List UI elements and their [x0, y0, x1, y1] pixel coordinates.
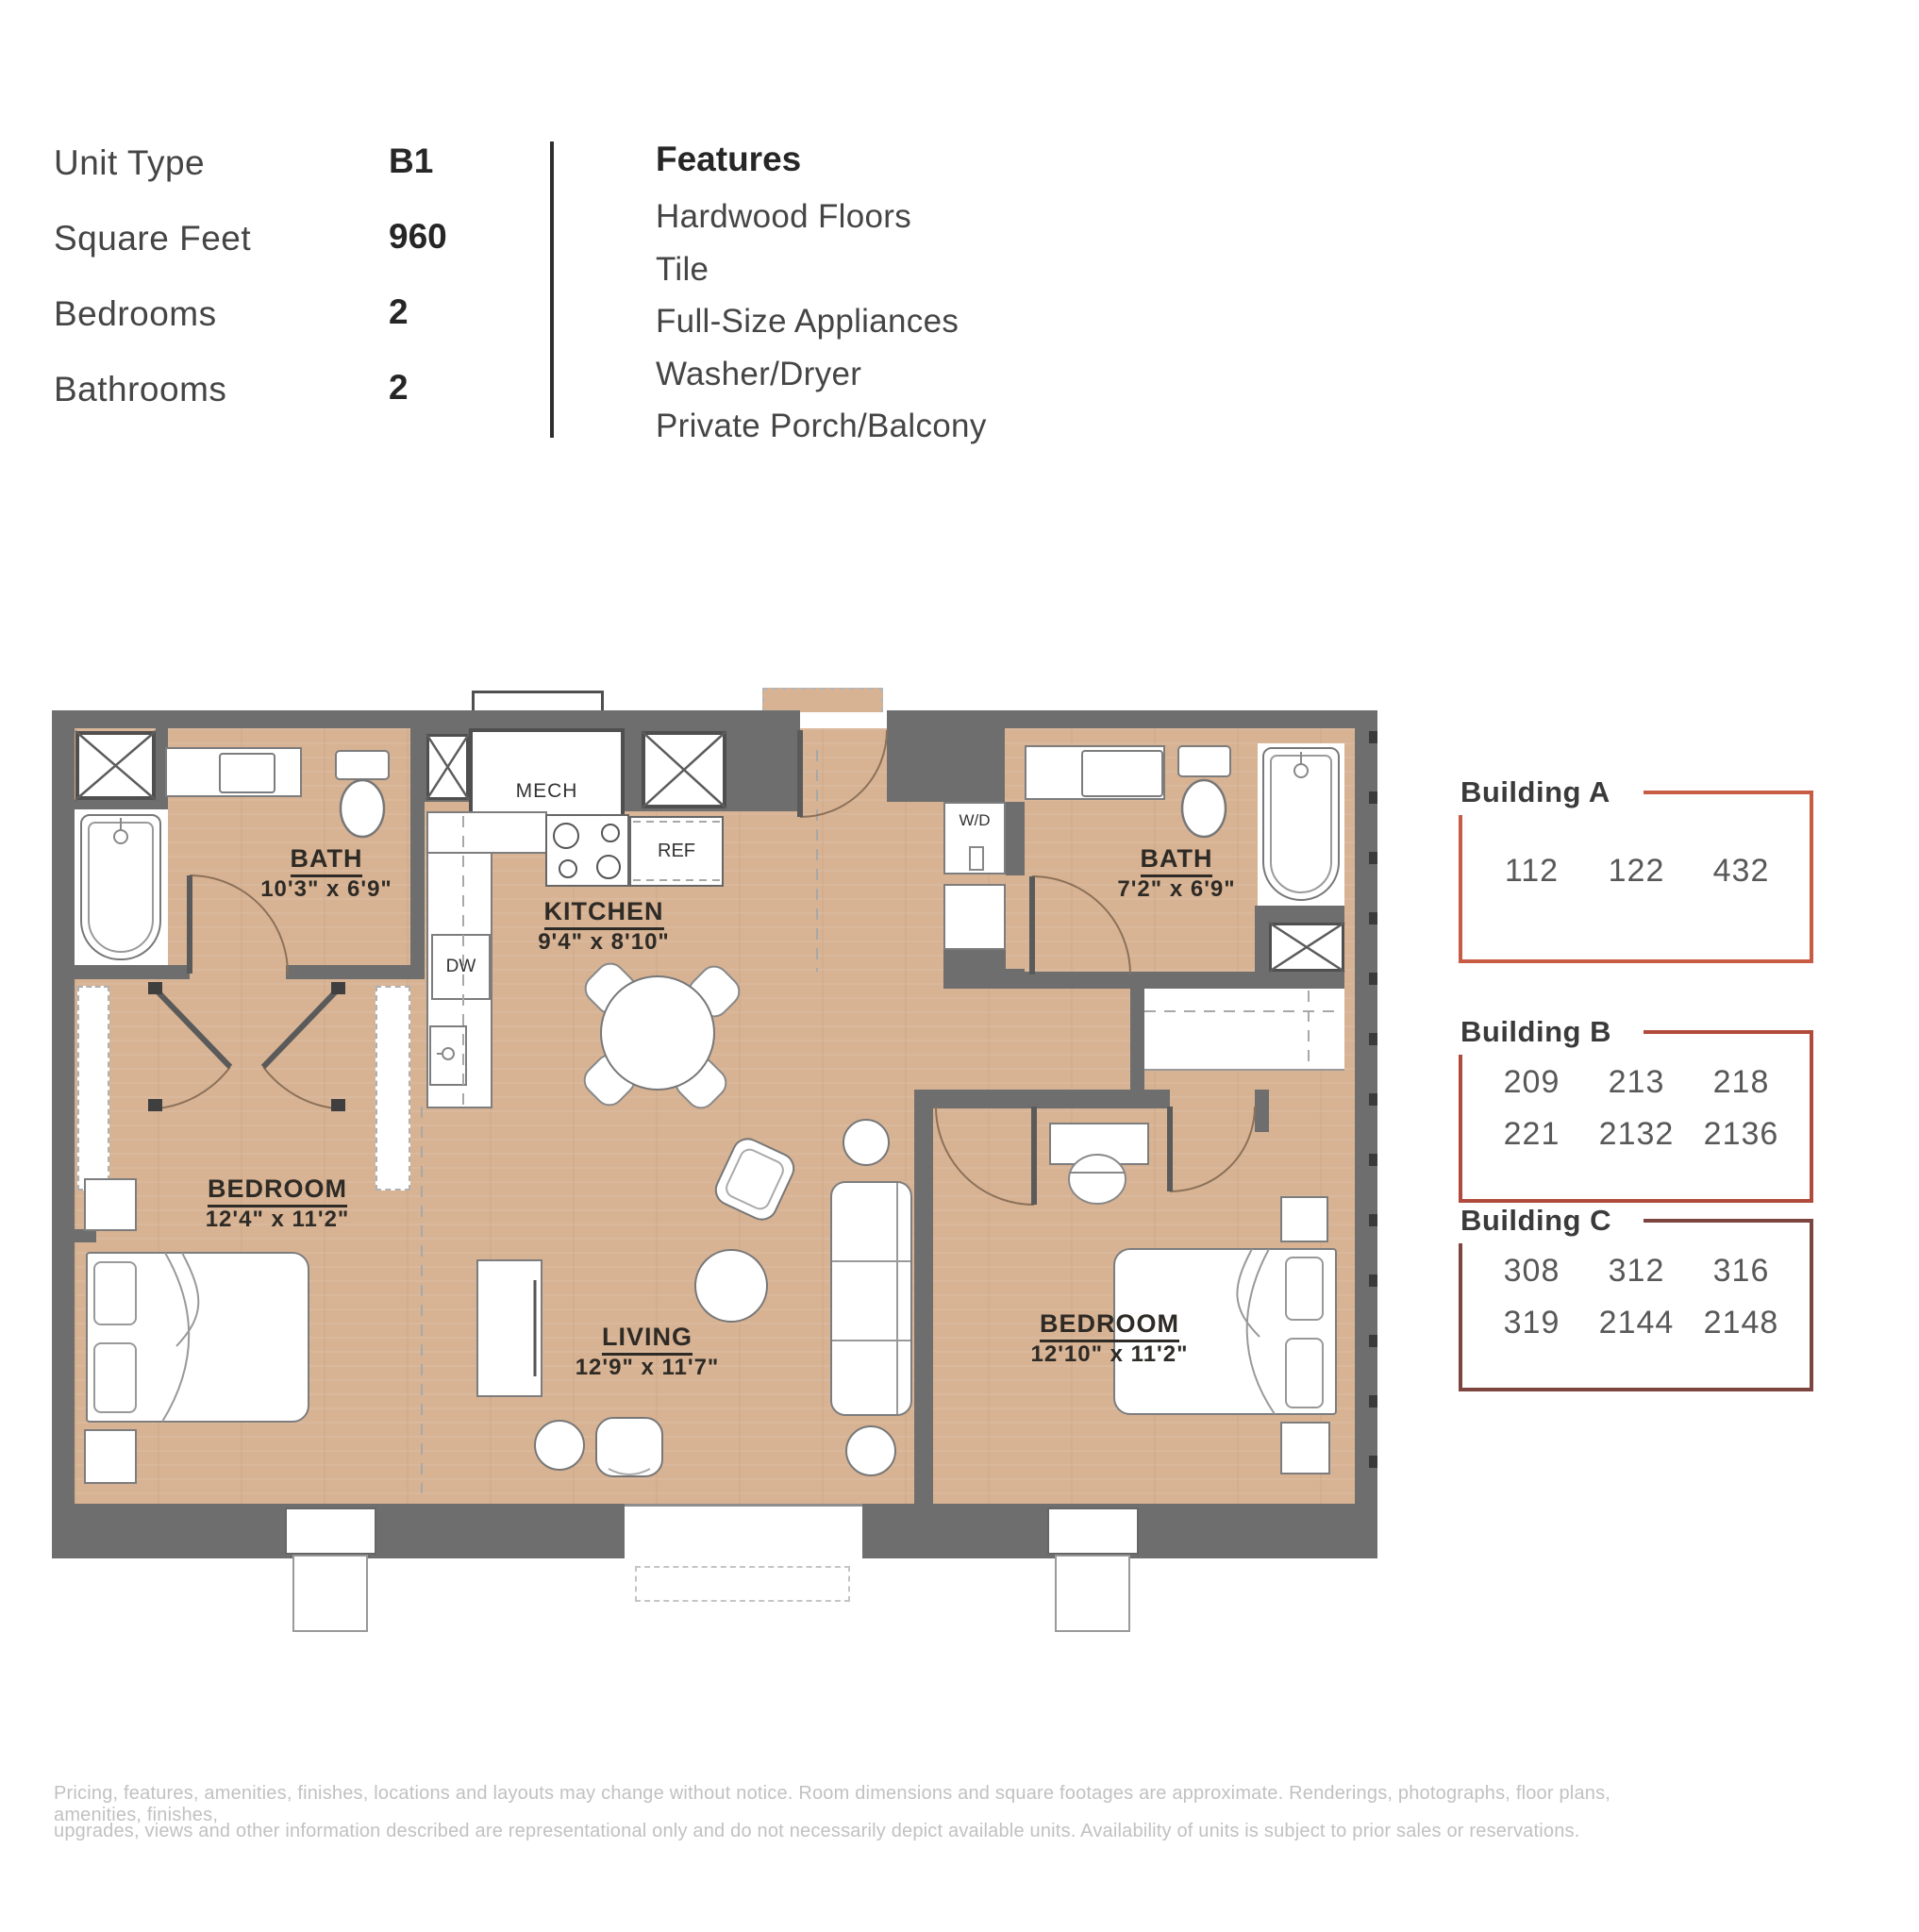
disclaimer-line-1: Pricing, features, amenities, finishes, locations and layouts may change without notice. Room dimensions and square footages are approximate. Renderings, photographs, floor plans, amenities, finishes, — [54, 1783, 1611, 1825]
building-b-title: Building B — [1460, 1015, 1611, 1048]
wall-segment — [887, 710, 1377, 728]
bedrooms-value: 2 — [389, 292, 409, 331]
unit-number-row — [1479, 853, 1794, 890]
box-border-left — [1459, 1243, 1462, 1391]
unit-number: 2132 — [1598, 1116, 1675, 1152]
stove — [545, 814, 629, 887]
wall-segment — [1255, 923, 1269, 972]
unit-number: 122 — [1608, 853, 1665, 889]
wall-segment — [75, 965, 190, 979]
wall-segment — [1255, 906, 1344, 923]
building-c-title: Building C — [1460, 1204, 1611, 1237]
wardrobe-closet — [77, 986, 109, 1191]
window-sill — [292, 1555, 368, 1632]
wall-segment — [933, 1090, 1170, 1108]
wall-segment — [75, 1229, 96, 1242]
wardrobe-closet — [375, 986, 410, 1191]
feature-item: Washer/Dryer — [656, 356, 862, 392]
wall-segment — [75, 800, 156, 809]
kitchen-sink — [429, 1025, 467, 1086]
wall-segment — [1130, 989, 1144, 1099]
shaft-closet — [1269, 923, 1344, 972]
unit-number: 432 — [1712, 853, 1770, 889]
feature-item: Full-Size Appliances — [656, 303, 960, 340]
nightstand — [1280, 1422, 1330, 1474]
room-dims-bath1: 10'3" x 6'9" — [260, 876, 392, 902]
unit-number: 213 — [1608, 1064, 1665, 1100]
shaft-closet — [642, 731, 726, 808]
refrigerator — [629, 816, 724, 887]
bathrooms-value: 2 — [389, 368, 409, 407]
unit-number: 2148 — [1703, 1305, 1779, 1341]
building-b-box — [1459, 1015, 1815, 1208]
building-c-box — [1459, 1204, 1815, 1397]
box-border-right — [1810, 791, 1813, 963]
box-border-top — [1644, 1030, 1813, 1034]
features-title: Features — [656, 140, 802, 178]
sink-shape — [219, 753, 275, 793]
washer-dryer-label: W/D — [959, 811, 991, 829]
room-dims-kitchen: 9'4" x 8'10" — [538, 929, 670, 955]
unit-number: 316 — [1712, 1253, 1770, 1289]
room-label-kitchen: KITCHEN — [491, 897, 717, 926]
unit-number: 312 — [1608, 1253, 1665, 1289]
room-label-bath2: BATH — [1063, 844, 1290, 874]
room-label-bath1: BATH — [213, 844, 440, 874]
unit-type-label: Unit Type — [54, 143, 206, 182]
box-border-left — [1459, 1055, 1462, 1203]
wall-segment — [887, 728, 1005, 802]
tv-console — [476, 1259, 542, 1397]
square-feet-value: 960 — [389, 217, 447, 256]
room-label-bedroom1: BEDROOM — [164, 1174, 391, 1204]
nightstand — [84, 1429, 137, 1484]
room-dims-bath2: 7'2" x 6'9" — [1117, 876, 1236, 902]
wall-segment — [1025, 972, 1344, 989]
box-border-right — [1810, 1030, 1813, 1203]
nightstand — [84, 1178, 137, 1231]
disclaimer-line-2: upgrades, views and other information described are representational only and do not necessarily depict available units. Availability of units is subject to prior sales or reservations. — [54, 1821, 1580, 1841]
pillow — [1285, 1257, 1324, 1321]
washer-dryer-bottom — [943, 884, 1006, 950]
feature-item: Tile — [656, 251, 709, 288]
room-label-living: LIVING — [534, 1323, 760, 1352]
unit-type-value: B1 — [389, 142, 434, 180]
bedrooms-label: Bedrooms — [54, 294, 217, 333]
room-dims-bedroom1: 12'4" x 11'2" — [205, 1207, 350, 1232]
room-dims-bedroom2: 12'10" x 11'2" — [1030, 1341, 1189, 1367]
room-label-bedroom2: BEDROOM — [996, 1309, 1223, 1339]
pillow — [93, 1342, 137, 1413]
refrigerator-label: REF — [658, 841, 695, 861]
shaft-closet — [75, 731, 156, 800]
kitchen-counter — [426, 811, 547, 854]
unit-number: 2144 — [1598, 1305, 1675, 1341]
square-feet-label: Square Feet — [54, 219, 252, 258]
box-border-bottom — [1459, 959, 1813, 963]
unit-number-row — [1479, 1305, 1794, 1341]
box-border-bottom — [1459, 1388, 1813, 1391]
dishwasher-label: DW — [445, 957, 476, 976]
pillow — [1285, 1338, 1324, 1408]
bathtub-inner — [88, 822, 154, 953]
header-divider — [550, 142, 554, 438]
window — [1047, 1507, 1139, 1555]
unit-number-row — [1479, 1253, 1794, 1290]
unit-number: 308 — [1503, 1253, 1560, 1289]
wall-segment — [286, 965, 425, 979]
building-a-title: Building A — [1460, 775, 1610, 808]
entry-landing — [762, 688, 883, 712]
toilet-tank — [335, 750, 390, 780]
building-a-box — [1459, 775, 1815, 969]
unit-number-row — [1479, 1116, 1794, 1153]
sink-shape — [1081, 750, 1163, 797]
feature-item: Hardwood Floors — [656, 198, 911, 235]
unit-number: 112 — [1504, 853, 1560, 889]
shaft-closet — [426, 734, 469, 800]
box-border-top — [1644, 1219, 1813, 1223]
washer-dryer-detail — [969, 846, 984, 871]
wall-segment — [943, 950, 1006, 989]
window — [285, 1507, 376, 1555]
sofa — [830, 1181, 912, 1416]
box-border-top — [1644, 791, 1813, 794]
nightstand — [1280, 1196, 1328, 1242]
wall-segment — [1355, 710, 1377, 1558]
unit-number: 2136 — [1703, 1116, 1779, 1152]
room-dims-living: 12'9" x 11'7" — [575, 1355, 720, 1380]
dishwasher — [431, 934, 491, 1000]
wall-segment — [1255, 1090, 1269, 1132]
wall-segment — [1006, 802, 1025, 875]
unit-number: 218 — [1712, 1064, 1770, 1100]
box-border-right — [1810, 1219, 1813, 1391]
unit-number: 319 — [1503, 1305, 1560, 1341]
porch-outline — [635, 1566, 850, 1602]
porch-door-opening — [625, 1504, 862, 1558]
bathrooms-label: Bathrooms — [54, 370, 227, 408]
floor-plan — [52, 703, 1377, 1646]
pillow — [93, 1261, 137, 1325]
closet-area — [1144, 989, 1344, 1071]
box-border-bottom — [1459, 1199, 1813, 1203]
wall-segment — [52, 710, 800, 728]
mech-label: MECH — [515, 780, 578, 802]
box-border-left — [1459, 815, 1462, 963]
desk — [1049, 1123, 1149, 1165]
wall-segment — [914, 1090, 933, 1504]
wall-segment — [52, 710, 75, 1558]
unit-number: 221 — [1503, 1116, 1560, 1152]
wall-segment — [1006, 969, 1025, 989]
unit-number: 209 — [1503, 1064, 1560, 1100]
toilet-tank — [1177, 745, 1231, 777]
unit-number-row — [1479, 1064, 1794, 1101]
window-sill — [1055, 1555, 1130, 1632]
feature-item: Private Porch/Balcony — [656, 408, 987, 444]
